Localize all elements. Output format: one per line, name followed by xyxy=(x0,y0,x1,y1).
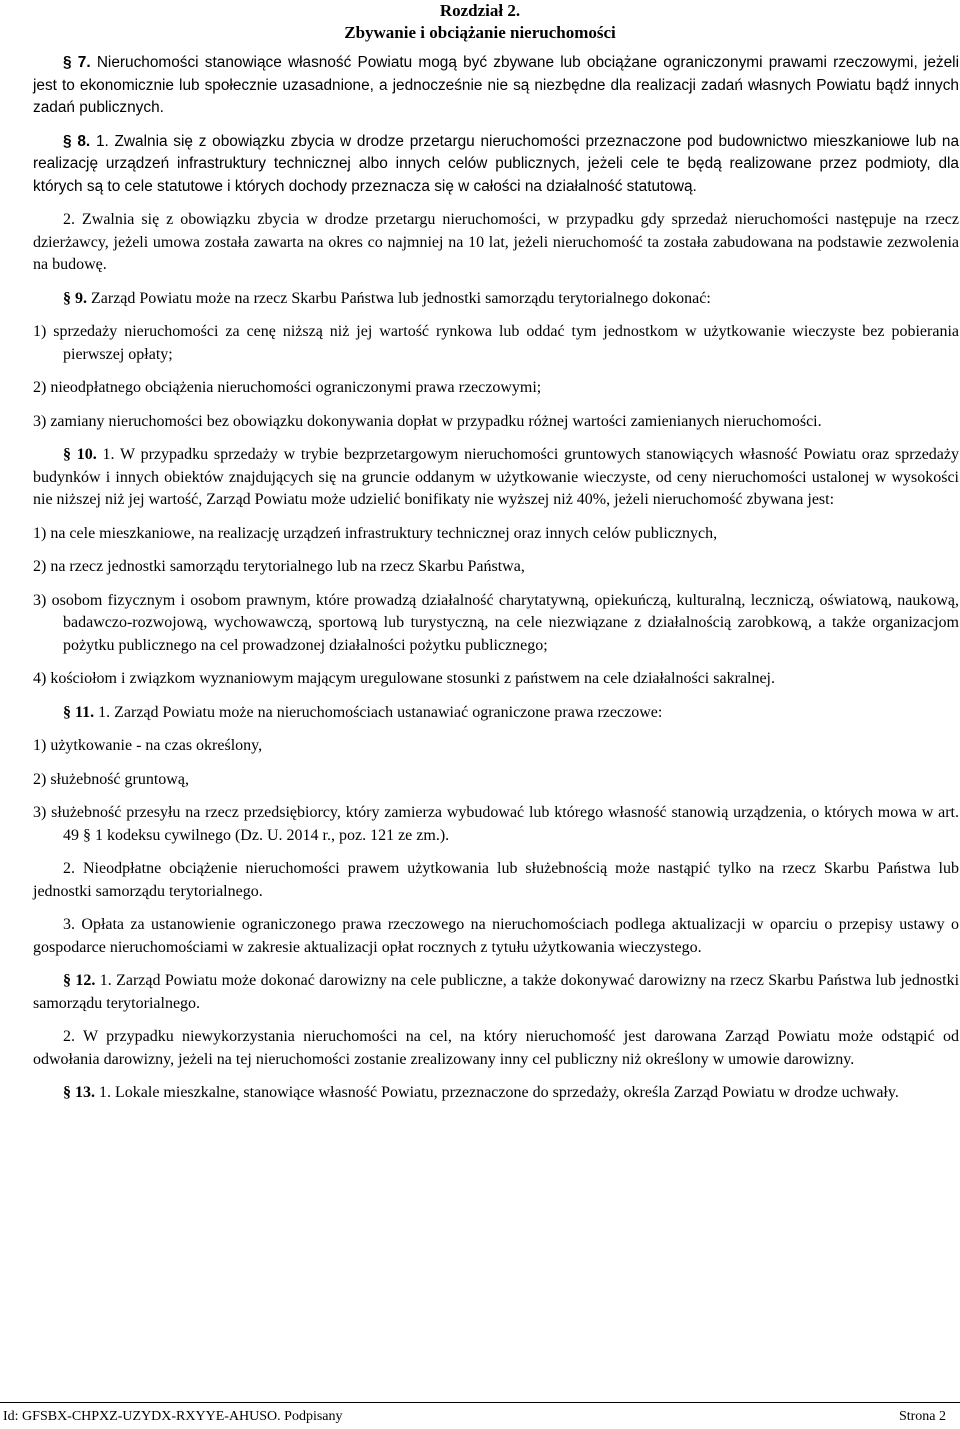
section-7-text: Nieruchomości stanowiące własność Powiatu mogą być zbywane lub obciążane ograniczonymi prawami rzeczowymi, jeżeli jest to ekonomicznie lub społecznie uzasadnione, a jednocześnie nie są niezbędne dla realizacji zadań własnych Powiatu bądź innych zadań publicznych. xyxy=(33,54,959,116)
section-11-paragraph-3: 3. Opłata za ustanowienie ograniczonego prawa rzeczowego na nieruchomościach podlega aktualizacji w oparciu o przepisy ustawy o gospodarce nieruchomościami w zakresie aktualizacji opłat rocznych z tytułu użytkowania wieczystego. xyxy=(33,916,959,956)
section-9-number: 9. xyxy=(75,289,87,307)
section-13-paragraph-1 xyxy=(33,1082,959,1105)
section-10-item: 3) osobom fizycznym i osobom prawnym, które prowadzą działalność charytatywną, opiekuńczą, kulturalną, leczniczą, oświatową, naukową, badawczo-rozwojową, wychowawczą, sportową lub turystyczną, na cele niezwiązane z działalnością zarobkową, a także organizacjom pożytku publicznego na cel prowadzonej działalności pożytku publicznego; xyxy=(33,591,959,654)
document-body xyxy=(33,52,959,1116)
section-11-intro xyxy=(33,702,959,725)
section-10-item: 4) kościołom i związkom wyznaniowym mającym uregulowane stosunki z państwem na cele działalności sakralnej. xyxy=(33,670,775,687)
section-11-item: 1) użytkowanie - na czas określony, xyxy=(33,737,263,754)
section-11-intro-text: 1. Zarząd Powiatu może na nieruchomościach ustanawiać ograniczone prawa rzeczowe: xyxy=(98,703,663,721)
section-sign: § xyxy=(63,972,71,989)
section-10-intro xyxy=(33,444,959,512)
section-9-item: 2) nieodpłatnego obciążenia nieruchomości ograniczonymi prawa rzeczowymi; xyxy=(33,379,542,396)
section-sign: § xyxy=(63,289,71,307)
section-sign: § xyxy=(63,446,71,463)
section-11-paragraph-2: 2. Nieodpłatne obciążenie nieruchomości prawem użytkowania lub służebnością może nastąpić tylko na rzecz Skarbu Państwa lub jednostki samorządu terytorialnego. xyxy=(33,860,959,900)
section-10-number: 10. xyxy=(76,446,97,463)
page-number: Strona 2 xyxy=(898,1409,946,1424)
section-9-intro-text: Zarząd Powiatu może na rzecz Skarbu Państwa lub jednostki samorządu terytorialnego dokonać: xyxy=(91,289,711,307)
section-13-number: 13. xyxy=(75,1084,95,1101)
section-12-paragraph-2: 2. W przypadku niewykorzystania nieruchomości na cel, na który nieruchomość jest darowana Zarząd Powiatu może odstąpić od odwołania darowizny, jeżeli na tej nieruchomości zostanie zrealizowany inny cel publiczny niż określony w umowie darowizny. xyxy=(33,1028,959,1068)
section-13-p1-text: 1. Lokale mieszkalne, stanowiące własność Powiatu, przeznaczone do sprzedaży, określa Zarząd Powiatu w drodze uchwały. xyxy=(99,1084,899,1101)
section-9-intro xyxy=(33,288,959,311)
section-9-item: 1) sprzedaży nieruchomości za cenę niższą niż jej wartość rynkowa lub oddać tym jednostkom w użytkowanie wieczyste bez pobierania pierwszej opłaty; xyxy=(33,323,959,363)
section-11-number: 11. xyxy=(75,703,95,721)
section-11-item: 2) służebność gruntową, xyxy=(33,770,189,788)
section-11-item: 3) służebność przesyłu na rzecz przedsiębiorcy, który zamierza wybudować lub którego własność stanowią urządzenia, o których mowa w art. 49 § 1 kodeksu cywilnego (Dz. U. 2014 r., poz. 121 ze zm.). xyxy=(33,804,959,844)
section-7-number: 7. xyxy=(77,54,91,71)
page-footer xyxy=(0,1402,960,1429)
chapter-number: Rozdział 2. xyxy=(439,1,521,20)
section-8-paragraph-2: 2. Zwalnia się z obowiązku zbycia w drodze przetargu nieruchomości, w przypadku gdy sprzedaż nieruchomości następuje na rzecz dzierżawcy, jeżeli umowa została zawarta na okres co najmniej na 10 lat, jeżeli nieruchomość ta została zabudowana na podstawie zezwolenia na budowę. xyxy=(33,211,959,273)
section-8-paragraph-1 xyxy=(33,131,959,199)
section-8-number: 8. xyxy=(77,132,91,150)
section-sign: § xyxy=(63,132,72,150)
section-10-item: 2) na rzecz jednostki samorządu terytorialnego lub na rzecz Skarbu Państwa, xyxy=(33,558,525,575)
section-12-p1-text: 1. Zarząd Powiatu może dokonać darowizny na cele publiczne, a także dokonywać darowizny na rzecz Skarbu Państwa lub jednostki samorządu terytorialnego. xyxy=(33,972,960,1012)
section-7 xyxy=(33,52,959,120)
section-10-item: 1) na cele mieszkaniowe, na realizację urządzeń infrastruktury technicznej oraz innych celów publicznych, xyxy=(33,524,718,542)
section-sign: § xyxy=(63,1084,71,1101)
section-9-item: 3) zamiany nieruchomości bez obowiązku dokonywania dopłat w przypadku różnej wartości zamienianych nieruchomości. xyxy=(33,412,822,430)
section-10-intro-text: 1. W przypadku sprzedaży w trybie bezprzetargowym nieruchomości gruntowych stanowiących własność Powiatu oraz sprzedaży budynków i innych obiektów znajdujących się na gruncie oddanym w użytkowanie wieczyste, od ceny nieruchomości ustalonej w wysokości nie niższej niż jej wartość, Zarząd Powiatu może udzielić bonifikaty nie wyższej niż 40%, jeżeli nieruchomość zbywana jest: xyxy=(33,446,959,508)
section-12-paragraph-1 xyxy=(33,970,959,1015)
section-12-number: 12. xyxy=(75,972,96,989)
section-sign: § xyxy=(63,703,71,721)
chapter-title: Zbywanie i obciążanie nieruchomości xyxy=(344,23,616,42)
document-id: Id: GFSBX-CHPXZ-UZYDX-RXYYE-AHUSO. Podpisany xyxy=(3,1409,343,1424)
section-sign: § xyxy=(63,54,72,71)
chapter-heading xyxy=(0,0,960,44)
section-8-p1-text: 1. Zwalnia się z obowiązku zbycia w drodze przetargu nieruchomości przeznaczone pod budownictwo mieszkaniowe lub na realizację urządzeń infrastruktury technicznej albo innych celów publicznych, jeżeli cele te będą realizowane przez podmioty, dla których są to cele statutowe i których dochody przeznacza się w całości na działalność statutową. xyxy=(33,132,960,195)
